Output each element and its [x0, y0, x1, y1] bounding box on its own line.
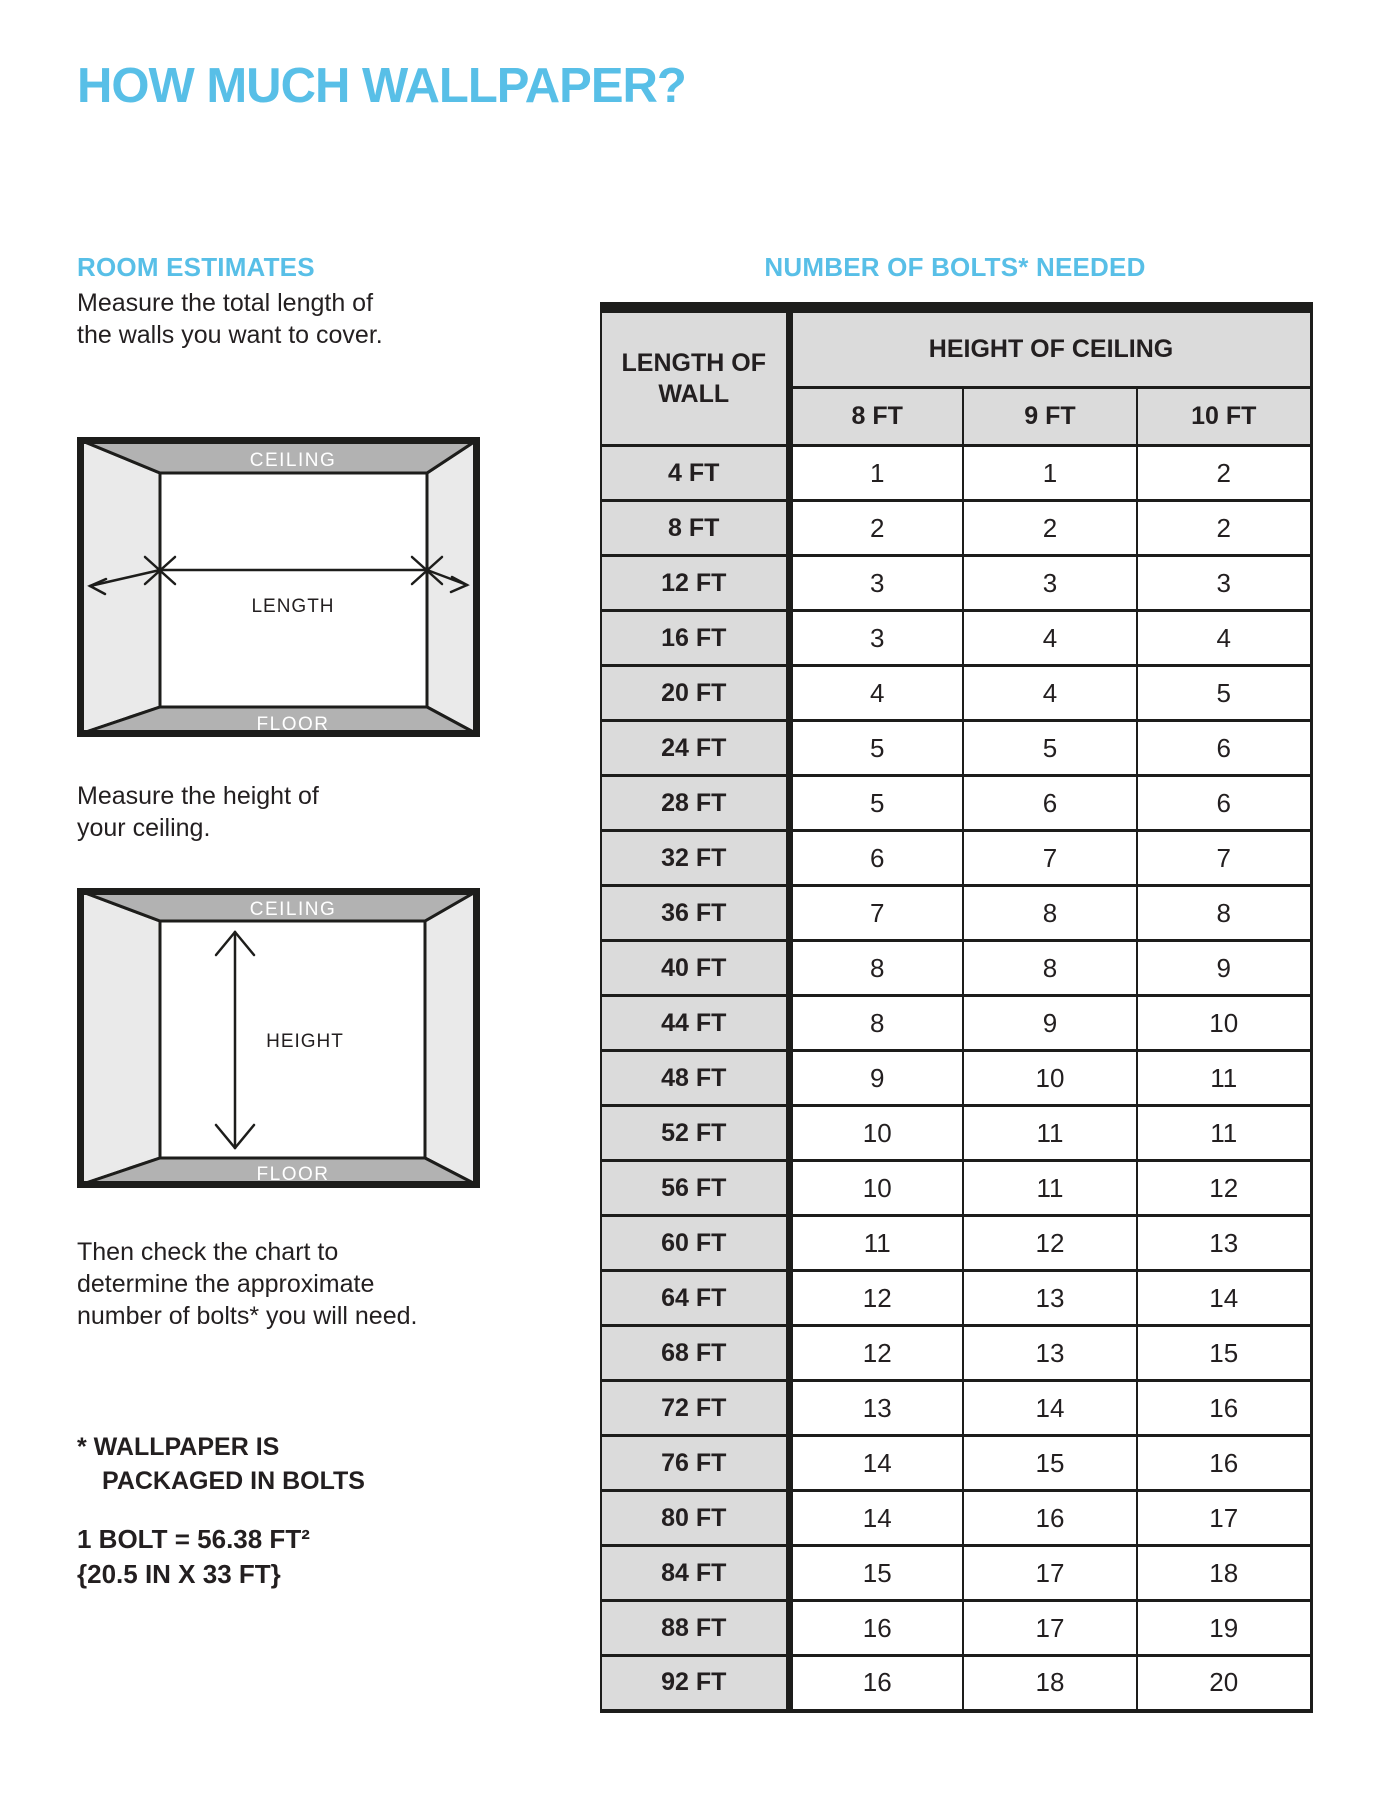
bolts-10ft-cell: 15 — [1137, 1326, 1311, 1381]
wall-length-cell: 12 FT — [601, 556, 789, 611]
table-row — [601, 1601, 1311, 1656]
bolts-10ft-cell: 8 — [1137, 886, 1311, 941]
bolts-9ft-cell: 12 — [963, 1216, 1137, 1271]
bolts-9ft-cell: 2 — [963, 501, 1137, 556]
table-row — [601, 941, 1311, 996]
table-row — [601, 996, 1311, 1051]
wall-length-cell: 56 FT — [601, 1161, 789, 1216]
height-label: HEIGHT — [266, 1031, 344, 1052]
bolts-10ft-cell: 2 — [1137, 501, 1311, 556]
wall-length-cell: 76 FT — [601, 1436, 789, 1491]
wall-length-cell: 88 FT — [601, 1601, 789, 1656]
wall-length-cell: 72 FT — [601, 1381, 789, 1436]
col-header-10ft: 10 FT — [1137, 388, 1311, 446]
chart-instruction-line2: determine the approximate — [77, 1270, 375, 1298]
table-row — [601, 1216, 1311, 1271]
wall-length-cell: 20 FT — [601, 666, 789, 721]
floor-label: FLOOR — [256, 1164, 330, 1185]
bolts-10ft-cell: 3 — [1137, 556, 1311, 611]
table-row — [601, 831, 1311, 886]
table-row — [601, 886, 1311, 941]
wall-length-cell: 32 FT — [601, 831, 789, 886]
bolts-8ft-cell: 10 — [789, 1106, 963, 1161]
bolts-8ft-cell: 5 — [789, 721, 963, 776]
bolts-8ft-cell: 8 — [789, 941, 963, 996]
bolts-8ft-cell: 2 — [789, 501, 963, 556]
table-row — [601, 1491, 1311, 1546]
right-wall — [425, 891, 477, 1185]
chart-instruction-line3: number of bolts* you will need. — [77, 1302, 418, 1330]
wall-length-cell: 24 FT — [601, 721, 789, 776]
bolts-9ft-cell: 4 — [963, 666, 1137, 721]
bolts-10ft-cell: 10 — [1137, 996, 1311, 1051]
wall-length-cell: 8 FT — [601, 501, 789, 556]
wall-length-cell: 68 FT — [601, 1326, 789, 1381]
bolts-9ft-cell: 1 — [963, 446, 1137, 501]
wall-length-cell: 52 FT — [601, 1106, 789, 1161]
bolts-9ft-cell: 17 — [963, 1546, 1137, 1601]
bolts-10ft-cell: 7 — [1137, 831, 1311, 886]
table-row — [601, 1161, 1311, 1216]
table-row — [601, 1326, 1311, 1381]
table-row — [601, 501, 1311, 556]
bolts-10ft-cell: 18 — [1137, 1546, 1311, 1601]
bolts-8ft-cell: 11 — [789, 1216, 963, 1271]
table-row — [601, 666, 1311, 721]
bolts-8ft-cell: 3 — [789, 556, 963, 611]
bolts-8ft-cell: 1 — [789, 446, 963, 501]
bolts-9ft-cell: 13 — [963, 1326, 1137, 1381]
bolts-8ft-cell: 8 — [789, 996, 963, 1051]
ceiling-label: CEILING — [249, 450, 337, 471]
page-title: HOW MUCH WALLPAPER? — [77, 59, 686, 113]
table-row — [601, 611, 1311, 666]
bolts-10ft-cell: 20 — [1137, 1656, 1311, 1711]
bolts-9ft-cell: 13 — [963, 1271, 1137, 1326]
bolts-9ft-cell: 18 — [963, 1656, 1137, 1711]
chart-instruction — [77, 1236, 417, 1332]
bolt-spec — [77, 1522, 310, 1592]
bolts-8ft-cell: 9 — [789, 1051, 963, 1106]
bolts-9ft-cell: 17 — [963, 1601, 1137, 1656]
wall-length-cell: 4 FT — [601, 446, 789, 501]
bolts-10ft-cell: 9 — [1137, 941, 1311, 996]
bolts-9ft-cell: 11 — [963, 1106, 1137, 1161]
length-of-wall-header: LENGTH OF WALL — [601, 308, 789, 446]
length-instruction-line1: Measure the total length of — [77, 289, 374, 317]
bolts-needed-heading: NUMBER OF BOLTS* NEEDED — [764, 252, 1146, 282]
wall-length-cell: 60 FT — [601, 1216, 789, 1271]
bolts-8ft-cell: 16 — [789, 1656, 963, 1711]
bolts-8ft-cell: 13 — [789, 1381, 963, 1436]
table-row — [601, 446, 1311, 501]
bolts-9ft-cell: 7 — [963, 831, 1137, 886]
wall-length-cell: 84 FT — [601, 1546, 789, 1601]
bolts-9ft-cell: 11 — [963, 1161, 1137, 1216]
floor-label: FLOOR — [256, 714, 330, 735]
bolts-8ft-cell: 10 — [789, 1161, 963, 1216]
bolts-10ft-cell: 16 — [1137, 1436, 1311, 1491]
bolts-10ft-cell: 12 — [1137, 1161, 1311, 1216]
bolt-spec-line2: {20.5 IN X 33 FT} — [77, 1559, 281, 1589]
ceiling-label: CEILING — [249, 899, 337, 920]
height-instruction-line2: your ceiling. — [77, 814, 211, 842]
bolt-spec-line1: 1 BOLT = 56.38 FT² — [77, 1524, 310, 1554]
bolts-8ft-cell: 4 — [789, 666, 963, 721]
table-row — [601, 1106, 1311, 1161]
bolts-table-body — [601, 446, 1311, 1711]
bolts-9ft-cell: 8 — [963, 941, 1137, 996]
height-room-diagram — [77, 888, 480, 1188]
bolts-footnote-line2: PACKAGED IN BOLTS — [102, 1467, 365, 1495]
table-row — [601, 1271, 1311, 1326]
wall-length-cell: 92 FT — [601, 1656, 789, 1711]
table-row — [601, 1656, 1311, 1711]
bolts-10ft-cell: 14 — [1137, 1271, 1311, 1326]
height-of-ceiling-header: HEIGHT OF CEILING — [789, 308, 1311, 388]
bolts-8ft-cell: 14 — [789, 1436, 963, 1491]
room-estimates-heading: ROOM ESTIMATES — [77, 252, 315, 282]
wall-length-cell: 16 FT — [601, 611, 789, 666]
bolts-footnote-line1: * WALLPAPER IS — [77, 1433, 280, 1461]
bolts-10ft-cell: 2 — [1137, 446, 1311, 501]
wall-length-cell: 80 FT — [601, 1491, 789, 1546]
bolts-10ft-cell: 5 — [1137, 666, 1311, 721]
bolts-10ft-cell: 16 — [1137, 1381, 1311, 1436]
back-wall — [160, 473, 427, 707]
bolts-table — [600, 302, 1313, 1713]
bolts-8ft-cell: 16 — [789, 1601, 963, 1656]
length-label: LENGTH — [251, 596, 335, 617]
bolts-9ft-cell: 5 — [963, 721, 1137, 776]
bolts-10ft-cell: 13 — [1137, 1216, 1311, 1271]
height-instruction — [77, 780, 319, 844]
bolts-footnote — [77, 1430, 365, 1498]
bolts-8ft-cell: 12 — [789, 1326, 963, 1381]
col-header-9ft: 9 FT — [963, 388, 1137, 446]
height-instruction-line1: Measure the height of — [77, 782, 319, 810]
left-wall — [80, 891, 160, 1185]
right-wall — [427, 440, 477, 734]
wall-length-cell: 40 FT — [601, 941, 789, 996]
col-header-8ft: 8 FT — [789, 388, 963, 446]
bolts-10ft-cell: 6 — [1137, 776, 1311, 831]
wall-length-cell: 28 FT — [601, 776, 789, 831]
bolts-9ft-cell: 6 — [963, 776, 1137, 831]
table-row — [601, 1546, 1311, 1601]
bolts-9ft-cell: 8 — [963, 886, 1137, 941]
table-row — [601, 1051, 1311, 1106]
bolts-10ft-cell: 11 — [1137, 1106, 1311, 1161]
bolts-9ft-cell: 9 — [963, 996, 1137, 1051]
bolts-8ft-cell: 6 — [789, 831, 963, 886]
table-row — [601, 556, 1311, 611]
bolts-8ft-cell: 12 — [789, 1271, 963, 1326]
length-instruction-line2: the walls you want to cover. — [77, 321, 383, 349]
bolts-8ft-cell: 3 — [789, 611, 963, 666]
bolts-9ft-cell: 10 — [963, 1051, 1137, 1106]
length-room-diagram — [77, 437, 480, 737]
wall-length-cell: 36 FT — [601, 886, 789, 941]
table-row — [601, 1436, 1311, 1491]
table-row — [601, 776, 1311, 831]
bolts-10ft-cell: 6 — [1137, 721, 1311, 776]
wall-length-cell: 48 FT — [601, 1051, 789, 1106]
wall-length-cell: 44 FT — [601, 996, 789, 1051]
bolts-9ft-cell: 15 — [963, 1436, 1137, 1491]
bolts-8ft-cell: 5 — [789, 776, 963, 831]
bolts-10ft-cell: 11 — [1137, 1051, 1311, 1106]
bolts-8ft-cell: 14 — [789, 1491, 963, 1546]
bolts-8ft-cell: 15 — [789, 1546, 963, 1601]
bolts-9ft-cell: 4 — [963, 611, 1137, 666]
bolts-10ft-cell: 19 — [1137, 1601, 1311, 1656]
chart-instruction-line1: Then check the chart to — [77, 1238, 339, 1266]
bolts-10ft-cell: 17 — [1137, 1491, 1311, 1546]
length-instruction — [77, 287, 383, 351]
bolts-9ft-cell: 14 — [963, 1381, 1137, 1436]
table-row — [601, 1381, 1311, 1436]
table-row — [601, 721, 1311, 776]
bolts-10ft-cell: 4 — [1137, 611, 1311, 666]
bolts-9ft-cell: 16 — [963, 1491, 1137, 1546]
wall-length-cell: 64 FT — [601, 1271, 789, 1326]
bolts-8ft-cell: 7 — [789, 886, 963, 941]
bolts-9ft-cell: 3 — [963, 556, 1137, 611]
